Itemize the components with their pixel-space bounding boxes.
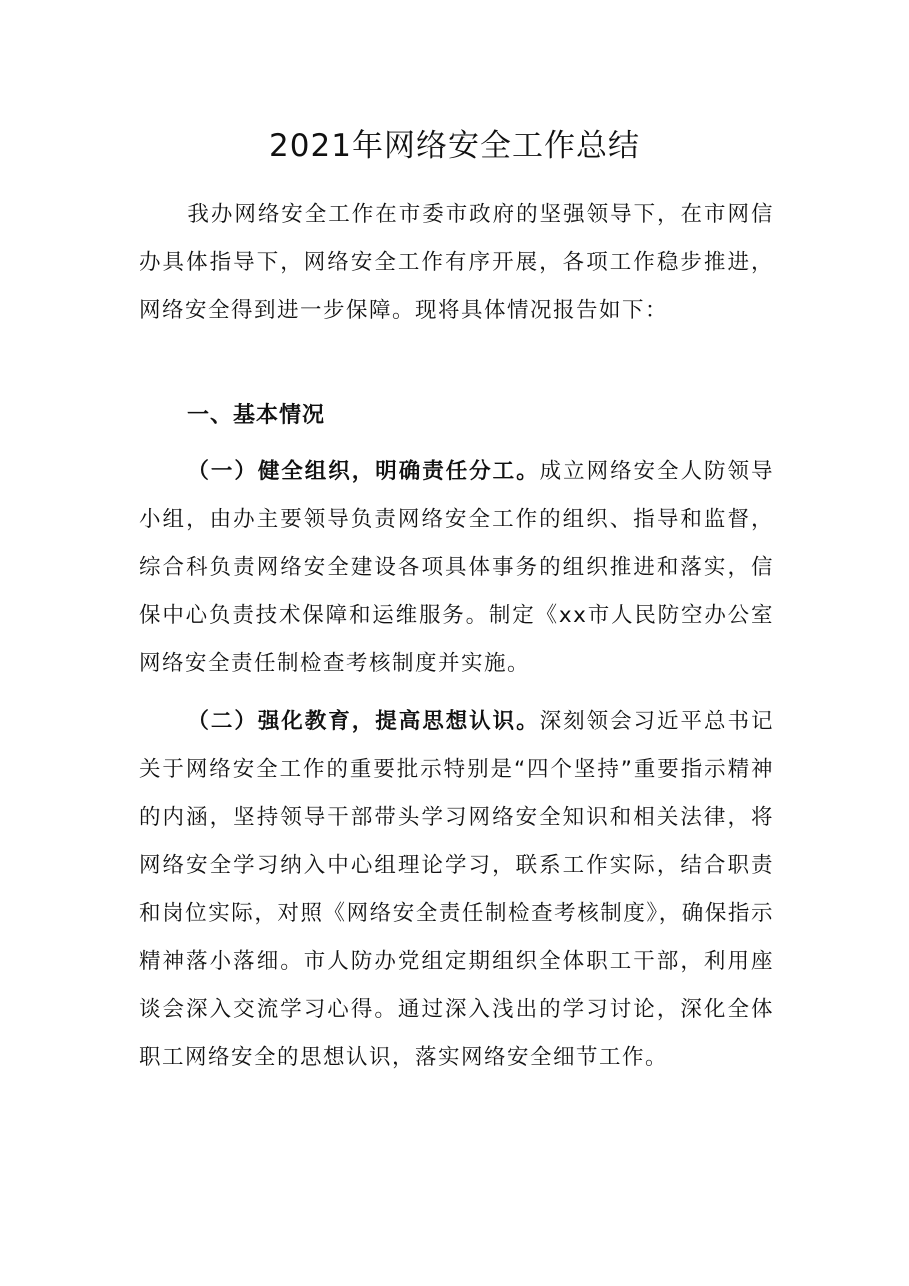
paragraph-lead: （一）健全组织，明确责任分工。 (187, 459, 540, 484)
section-heading-basic: 一、基本情况 (187, 403, 326, 428)
intro-paragraph: 我办网络安全工作在市委市政府的坚强领导下，在市网信办具体指导下，网络安全工作有序开展，各项工作稳步推进，网络安全得到进一步保障。现将具体情况报告如下： (139, 202, 774, 323)
paragraph-education (139, 698, 774, 1082)
paragraph-text: 深刻领会习近平总书记关于网络安全工作的重要批示特别是“四个坚持”重要指示精神的内涵，坚持领导干部带头学习网络安全知识和相关法律，将网络安全学习纳入中心组理论学习，联系工作实际，结合职责和岗位实际，对照《网络安全责任制检查考核制度》，确保指示精神落小落细。市人防办党组定期组织全体职工干部，利用座谈会深入交流学习心得。通过深入浅出的学习讨论，深化全体职工网络安全的思想认识，落实网络安全细节工作。 (139, 709, 774, 1070)
paragraph-lead: （二）强化教育，提高思想认识。 (187, 709, 540, 734)
document-title: 2021年网络安全工作总结 (269, 128, 640, 164)
paragraph-text: 成立网络安全人防领导小组，由办主要领导负责网络安全工作的组织、指导和监督，综合科负责网络安全建设各项具体事务的组织推进和落实，信保中心负责技术保障和运维服务。制定《xx市人民防空办公室网络安全责任制检查考核制度并实施。 (139, 459, 774, 676)
paragraph-organization (139, 448, 774, 688)
